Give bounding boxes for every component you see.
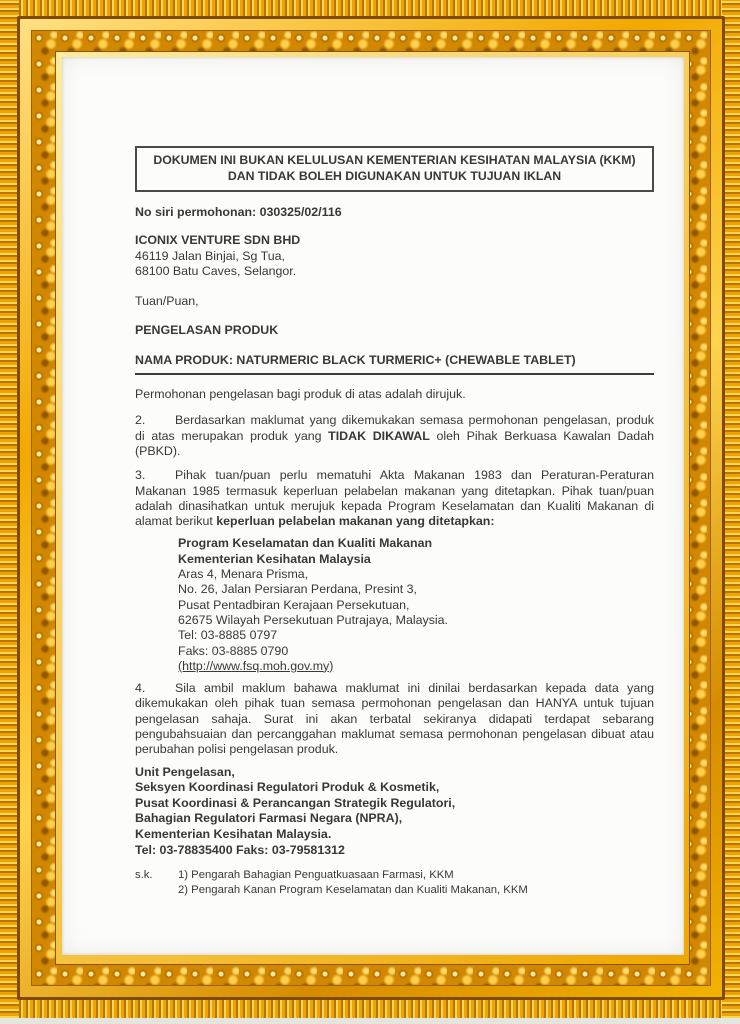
paragraph-2-text-end: oleh Pihak Berkuasa Kawalan Dadah (PBKD). [135, 428, 654, 458]
paragraph-3-bold-text: keperluan pelabelan makanan yang ditetapkan: [216, 514, 495, 529]
fsq-fax-line: Faks: 03-8885 0790 [178, 643, 289, 658]
paragraph-2-bold-text: TIDAK DIKAWAL [328, 428, 430, 443]
letter-document [62, 57, 684, 955]
cc-label: s.k. [135, 869, 153, 882]
fsq-address-line: Aras 4, Menara Prisma, [178, 567, 309, 582]
subject-heading: PENGELASAN PRODUK [135, 323, 279, 338]
paragraph-3 [135, 468, 654, 529]
recipient-address-line-1: 46119 Jalan Binjai, Sg Tua, [135, 248, 285, 263]
product-name-heading: NAMA PRODUK: NATURMERIC BLACK TURMERIC+ (CHEWABLE TABLET) [135, 353, 654, 375]
fsq-address-line: 62675 Wilayah Persekutuan Putrajaya, Malaysia. [178, 612, 448, 627]
signoff-centre: Pusat Koordinasi & Perancangan Strategik Regulatori, [135, 795, 456, 810]
recipient-address-block [135, 233, 654, 279]
fsq-program-name: Program Keselamatan dan Kualiti Makanan [178, 536, 433, 551]
background-strip [0, 1018, 740, 1024]
signoff-contact: Tel: 03-78835400 Faks: 03-79581312 [135, 842, 345, 857]
paragraph-3-text: Pihak tuan/puan perlu mematuhi Akta Makanan 1983 dan Peraturan-Peraturan Makanan 1985 termasuk keperluan pelabelan makanan yang ditetapkan. Pihak tuan/puan adalah dinasihatkan untuk merujuk kepada Program Keselamatan dan Kualiti Makanan di alamat berikut [135, 468, 654, 529]
fsq-address-line: No. 26, Jalan Persiaran Perdana, Presint 3, [178, 582, 417, 597]
fsq-ministry-name: Kementerian Kesihatan Malaysia [178, 551, 371, 566]
fsq-website-link: (http://www.fsq.moh.gov.my) [178, 658, 334, 673]
notice-line-2: DAN TIDAK BOLEH DIGUNAKAN UNTUK TUJUAN IKLAN [227, 168, 562, 183]
signoff-unit: Unit Pengelasan, [135, 764, 235, 779]
paragraph-4-text: Sila ambil maklum bahawa maklumat ini dinilai berdasarkan kepada data yang dikemukakan oleh pihak tuan semasa permohonan pengelasan dan HANYA untuk tujuan pengelasan sahaja. Surat ini akan terbatal sekiranya didapati terdapat sebarang pengubahsuaian dan percanggahan maklumat semasa permohonan pengelasan dibuat atau perubahan polisi pengelasan produk. [135, 681, 654, 757]
paragraph-4 [135, 681, 654, 757]
cc-item-1: 1) Pengarah Bahagian Penguatkuasaan Farmasi, KKM [178, 869, 454, 882]
application-serial-number: No siri permohonan: 030325/02/116 [135, 205, 342, 219]
fsq-phone-line: Tel: 03-8885 0797 [178, 628, 278, 643]
paragraph-2-text: Berdasarkan maklumat yang dikemukakan semasa permohonan pengelasan, produk di atas merupakan produk yang [135, 413, 654, 443]
signoff-section: Seksyen Koordinasi Regulatori Produk & Kosmetik, [135, 780, 440, 795]
signoff-block [135, 765, 654, 859]
recipient-company-name: ICONIX VENTURE SDN BHD [135, 233, 301, 248]
fsq-address-block [178, 536, 654, 674]
salutation: Tuan/Puan, [135, 294, 199, 309]
paragraph-1: Permohonan pengelasan bagi produk di atas adalah dirujuk. [135, 387, 466, 402]
notice-line-1: DOKUMEN INI BUKAN KELULUSAN KEMENTERIAN KESIHATAN MALAYSIA (KKM) [153, 153, 636, 167]
paragraph-2-number: 2. [135, 413, 146, 428]
signoff-ministry: Kementerian Kesihatan Malaysia. [135, 826, 332, 841]
paragraph-4-number: 4. [135, 681, 146, 696]
notice-box [135, 146, 654, 192]
fsq-address-line: Pusat Pentadbiran Kerajaan Persekutuan, [178, 597, 410, 612]
paragraph-2 [135, 413, 654, 459]
paragraph-3-number: 3. [135, 468, 146, 483]
cc-block [135, 868, 654, 898]
cc-items [178, 868, 528, 898]
signoff-division: Bahagian Regulatori Farmasi Negara (NPRA), [135, 811, 403, 826]
recipient-address-line-2: 68100 Batu Caves, Selangor. [135, 263, 297, 278]
frame-fringe-bottom [0, 998, 740, 1018]
cc-item-2: 2) Pengarah Kanan Program Keselamatan dan Kualiti Makanan, KKM [178, 884, 528, 897]
